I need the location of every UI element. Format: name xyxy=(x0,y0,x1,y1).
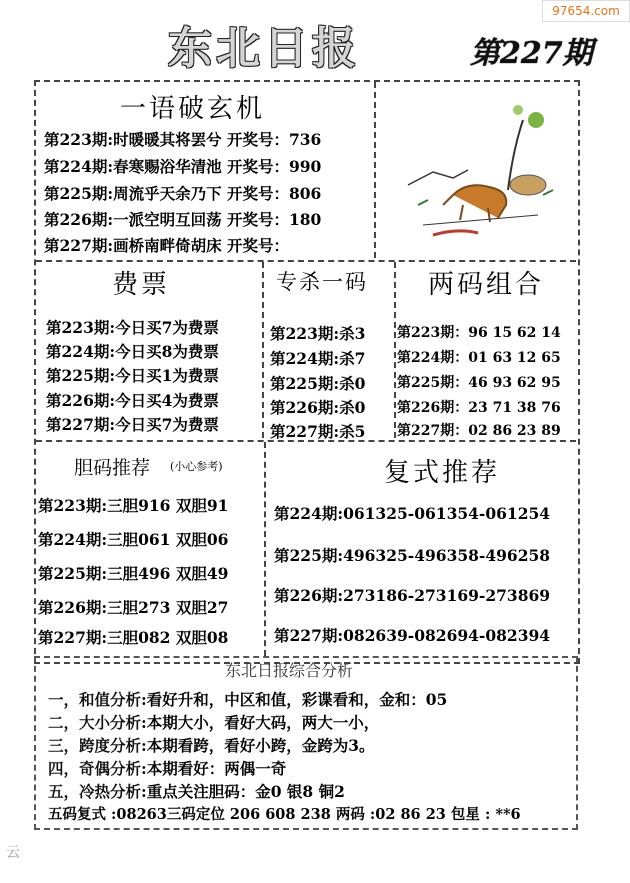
divider xyxy=(374,82,376,258)
feipiao-row: 第227期:今日买7为费票 xyxy=(46,415,219,434)
analysis-text: 本期大小，看好大码，两大一小， xyxy=(146,713,380,732)
riddle-row: 第224期:春寒赐浴华清池 开奖号：990 xyxy=(44,157,322,176)
liangma-row: 第225期：46 93 62 95 xyxy=(397,375,561,391)
analysis-text: 本期看跨，看好小跨，金跨为3。 xyxy=(146,736,375,755)
zhuansha-row: 第224期:杀7 xyxy=(270,349,366,368)
analysis-label: 五，冷热分析: xyxy=(48,782,147,801)
fushi-row: 第226期:273186-273169-273869 xyxy=(274,586,551,605)
analysis-row xyxy=(48,688,447,710)
fushi-row: 第227期:082639-082694-082394 xyxy=(274,626,551,645)
analysis-label: 二，大小分析: xyxy=(48,713,147,732)
liangma-row: 第227期：02 86 23 89 xyxy=(397,423,561,439)
analysis-row xyxy=(48,757,286,779)
liangma-row: 第223期：96 15 62 14 xyxy=(397,325,561,341)
fushi-row: 第225期:496325-496358-496258 xyxy=(274,546,551,565)
danma-row: 第224期:三胆061 双胆06 xyxy=(38,530,229,549)
zhuansha-row: 第227期:杀5 xyxy=(270,422,366,441)
feipiao-row: 第224期:今日买8为费票 xyxy=(46,342,219,361)
feipiao-row: 第226期:今日买4为费票 xyxy=(46,391,219,410)
analysis-title: 东北日报综合分析 xyxy=(225,661,354,680)
analysis-row xyxy=(48,734,375,756)
riddle-title: 一语破玄机 xyxy=(120,94,266,124)
site-watermark[interactable]: 97654.com xyxy=(542,0,630,22)
danma-row: 第225期:三胆496 双胆49 xyxy=(38,564,229,583)
analysis-label: 四，奇偶分析: xyxy=(48,759,147,778)
zhuansha-row: 第223期:杀3 xyxy=(270,324,366,343)
zhuansha-title: 专杀一码 xyxy=(276,270,368,294)
fushi-row: 第224期:061325-061354-061254 xyxy=(274,504,551,523)
masthead-title: 东北日报 xyxy=(168,23,360,74)
divider xyxy=(36,440,576,442)
riddle-row: 第227期:画桥南畔倚胡床 开奖号： xyxy=(44,236,289,255)
divider xyxy=(262,262,264,438)
issue-number: 第227期 xyxy=(470,36,593,71)
danma-note: (小心参考) xyxy=(170,460,223,473)
feipiao-row: 第225期:今日买1为费票 xyxy=(46,366,219,385)
danma-row: 第227期:三胆082 双胆08 xyxy=(38,628,229,647)
divider xyxy=(36,260,576,262)
analysis-text: 重点关注胆码：金0 银8 铜2 xyxy=(146,782,345,801)
analysis-footer: 五码复式 :08263三码定位 206 608 238 两码 :02 86 23 包星 : **6 xyxy=(48,806,521,823)
analysis-row xyxy=(48,711,379,733)
analysis-text: 本期看好：两偶一奇 xyxy=(146,759,287,778)
zhuansha-row: 第226期:杀0 xyxy=(270,398,366,417)
riddle-row: 第226期:一派空明互回荡 开奖号：180 xyxy=(44,210,322,229)
divider xyxy=(264,442,266,656)
riddle-row: 第225期:周流乎天余乃下 开奖号：806 xyxy=(44,184,322,203)
divider xyxy=(394,262,396,438)
corner-mark: 云 xyxy=(6,845,20,861)
horse-illustration xyxy=(398,100,563,250)
analysis-row xyxy=(48,780,345,802)
danma-row: 第223期:三胆916 双胆91 xyxy=(38,496,229,515)
feipiao-row: 第223期:今日买7为费票 xyxy=(46,318,219,337)
danma-row: 第226期:三胆273 双胆27 xyxy=(38,598,229,617)
analysis-label: 一，和值分析: xyxy=(48,690,147,709)
feipiao-title: 费票 xyxy=(112,270,171,300)
zhuansha-row: 第225期:杀0 xyxy=(270,374,366,393)
liangma-title: 两码组合 xyxy=(428,270,545,300)
danma-title: 胆码推荐 xyxy=(74,457,151,479)
analysis-label: 三，跨度分析: xyxy=(48,736,147,755)
liangma-row: 第226期：23 71 38 76 xyxy=(397,400,561,416)
riddle-row: 第223期:时暖暖其将罢兮 开奖号：736 xyxy=(44,130,322,149)
fushi-title: 复式推荐 xyxy=(384,458,501,488)
analysis-text: 看好升和，中区和值，彩谍看和，金和：05 xyxy=(146,690,448,709)
liangma-row: 第224期：01 63 12 65 xyxy=(397,350,561,366)
